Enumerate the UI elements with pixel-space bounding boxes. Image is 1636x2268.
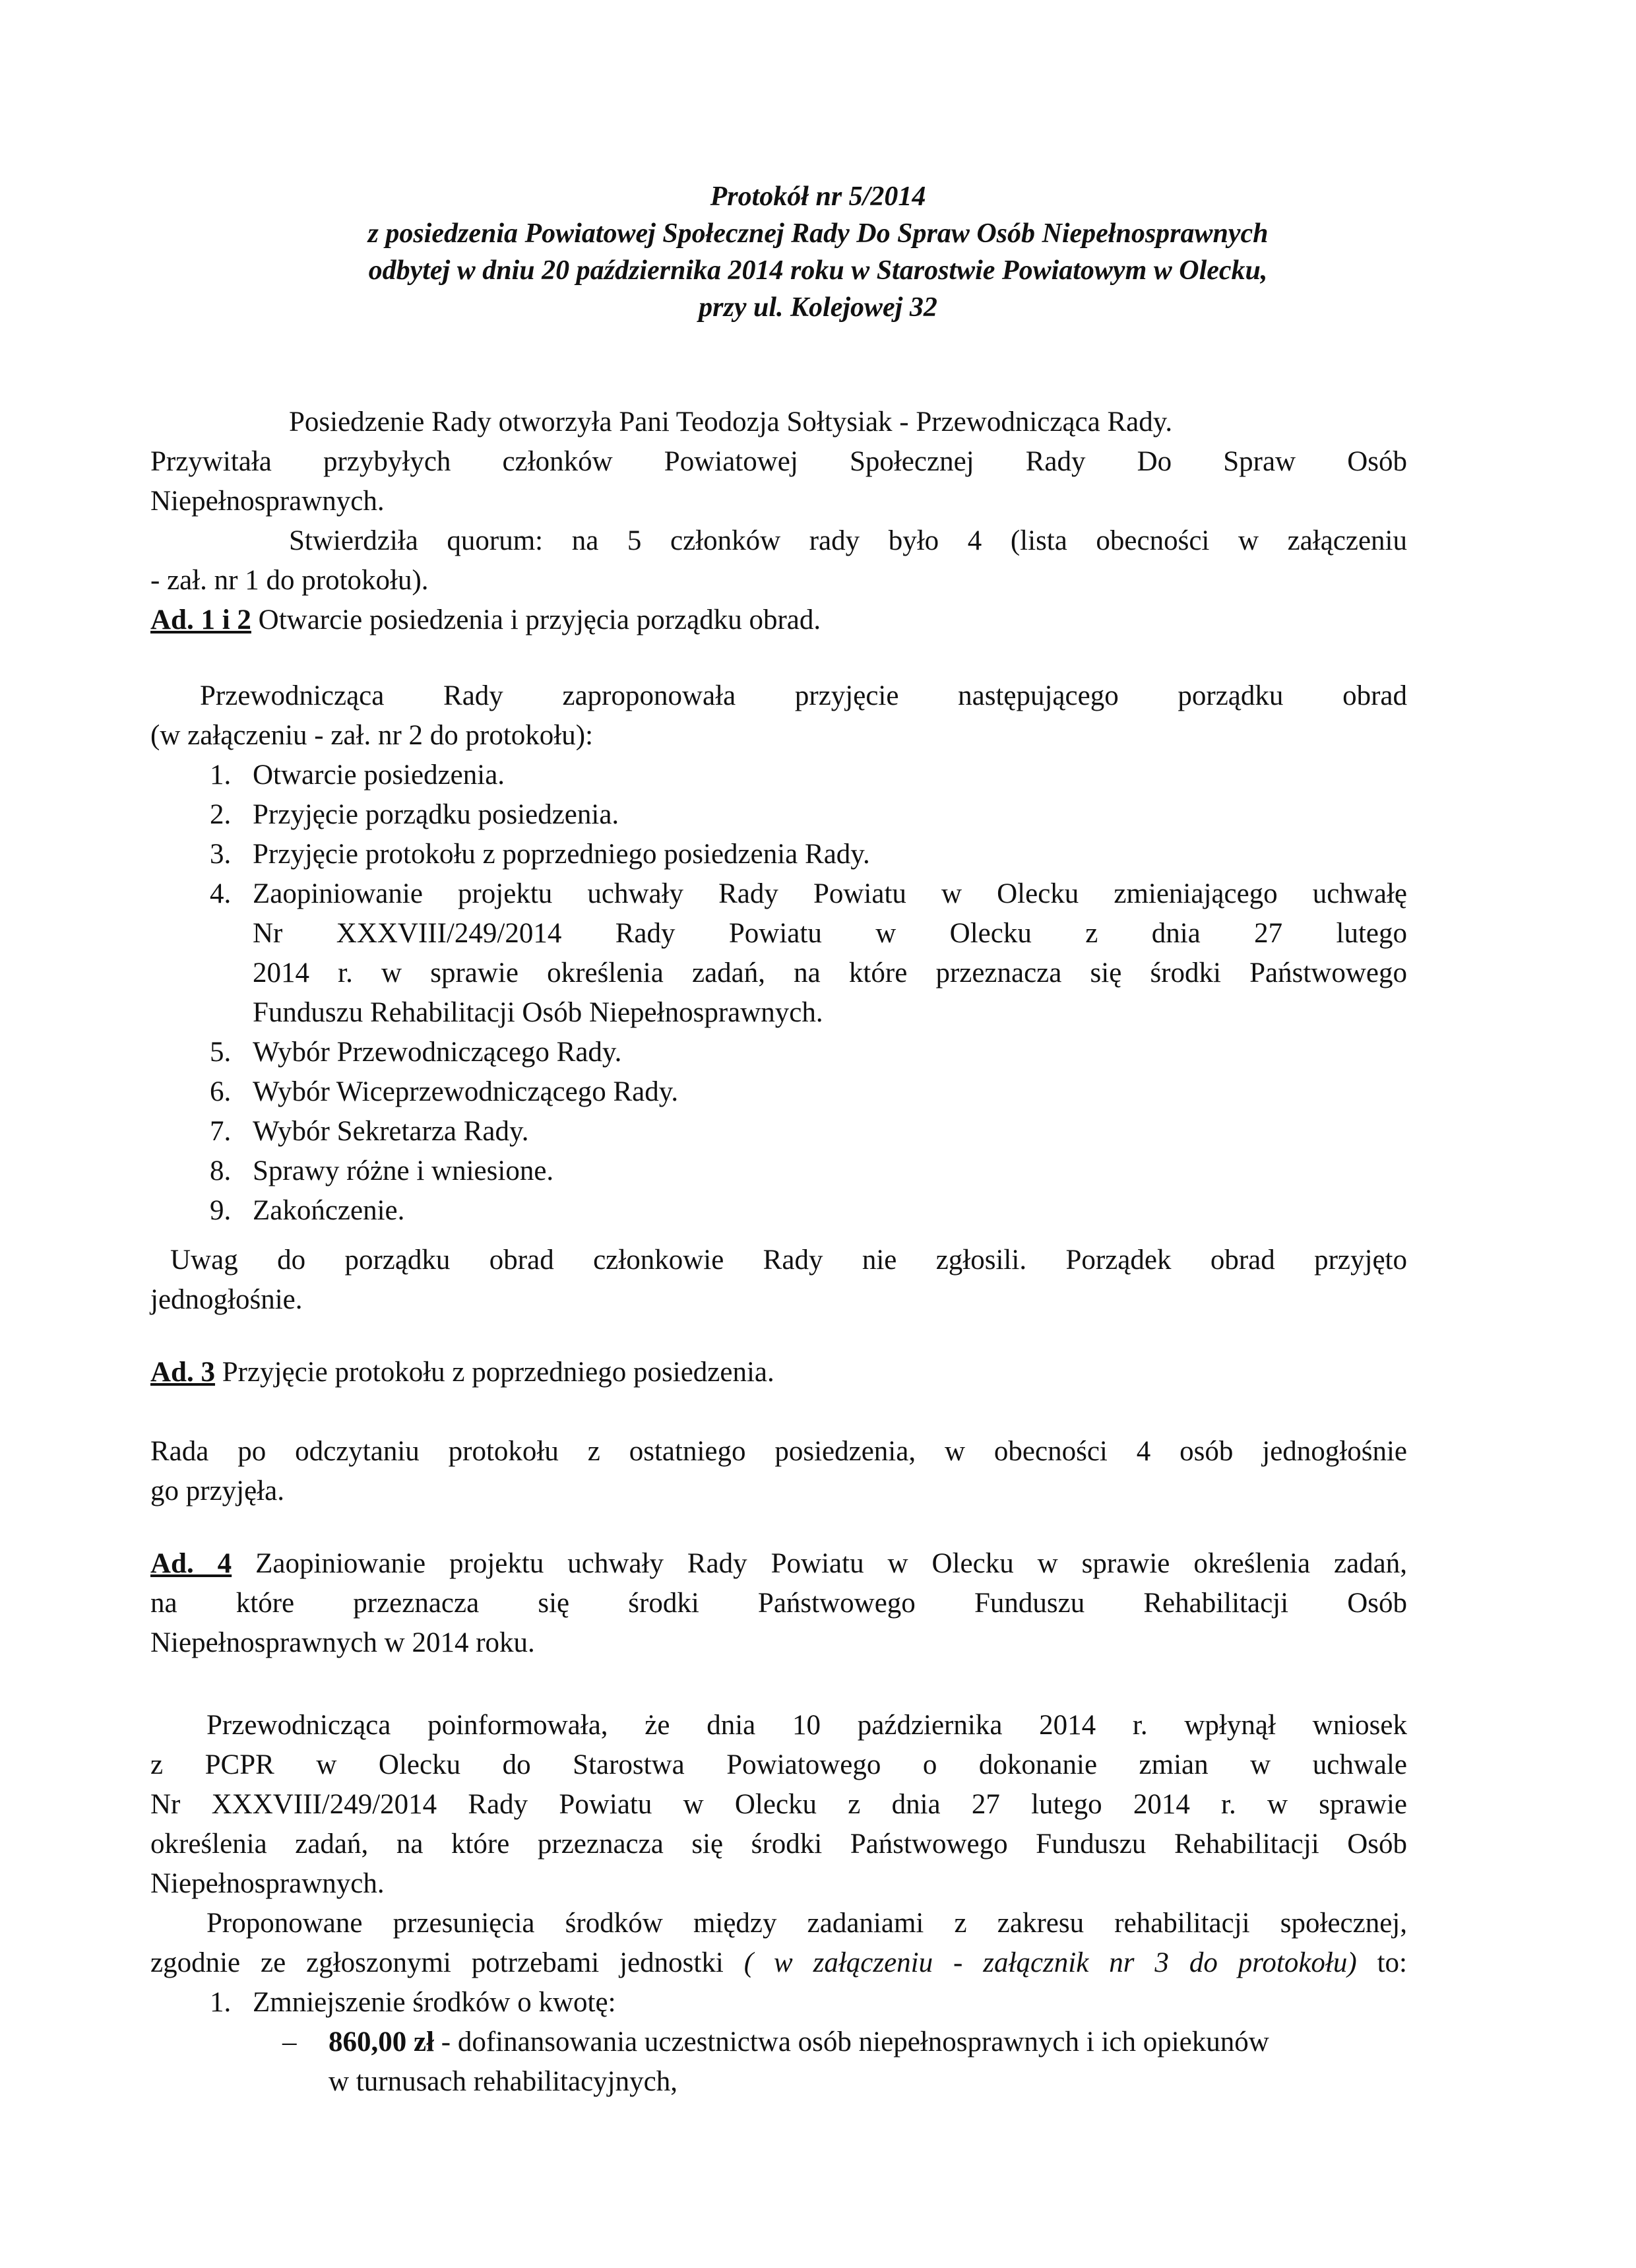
agenda-item-text: Przyjęcie porządku posiedzenia. <box>253 799 619 830</box>
agenda-item-number: 2. <box>210 799 232 830</box>
agenda-item-text: Otwarcie posiedzenia. <box>253 760 505 791</box>
agenda-item <box>150 1033 1407 1072</box>
agenda-item <box>150 756 1407 795</box>
agenda-item-text: Wybór Sekretarza Rady. <box>253 1116 529 1147</box>
reduction-purpose-cont: w turnusach rehabilitacyjnych, <box>329 2066 677 2097</box>
info-line-2: z PCPR w Olecku do Starostwa Powiatowego o dokonanie zmian w uchwale <box>150 1749 1407 1780</box>
ad4-title: Zaopiniowanie projektu uchwały Rady Powiatu w Olecku w sprawie określenia zadań, <box>232 1548 1408 1579</box>
remarks-line-1: Uwag do porządku obrad członkowie Rady nie zgłosili. Porządek obrad przyjęto <box>170 1245 1407 1276</box>
shifts-line-2 <box>150 1943 1407 1983</box>
opening-section <box>150 403 1407 640</box>
proposal-line-1: Przewodnicząca Rady zaproponowała przyjęcie następującego porządku obrad <box>200 680 1407 711</box>
ad3-section <box>150 1353 1407 1392</box>
agenda-item-number: 7. <box>210 1116 232 1147</box>
agenda-item-number: 4. <box>210 878 232 909</box>
protocol-title: Protokół nr 5/2014 <box>710 181 926 212</box>
agenda-item-text: Sprawy różne i wniesione. <box>253 1155 554 1186</box>
protocol-subtitle-1: z posiedzenia Powiatowej Społecznej Rady Do Spraw Osób Niepełnosprawnych <box>367 218 1269 249</box>
protocol-subtitle-2: odbytej w dniu 20 października 2014 roku w Starostwie Powiatowym w Olecku, <box>368 255 1268 286</box>
agenda-item-text: Przyjęcie protokołu z poprzedniego posiedzenia Rady. <box>253 839 870 870</box>
agenda-item-number: 9. <box>210 1195 232 1226</box>
shifts-attachment-note: ( w załączeniu - załącznik nr 3 do protokołu) <box>743 1947 1357 1978</box>
agenda-section <box>150 676 1407 1231</box>
reduction-amount-line <box>150 2023 1407 2062</box>
ad3-text-line-2: go przyjęła. <box>150 1475 284 1507</box>
shifts-line-1: Proponowane przesunięcia środków między zadaniami z zakresu rehabilitacji społecznej, <box>206 1908 1407 1939</box>
ad3-text-line-1: Rada po odczytaniu protokołu z ostatniego posiedzenia, w obecności 4 osób jednogłośnie <box>150 1436 1407 1467</box>
agenda-item-text: Funduszu Rehabilitacji Osób Niepełnosprawnych. <box>253 997 823 1028</box>
opening-line-3: Niepełnosprawnych. <box>150 486 385 517</box>
agenda-item-text: Nr XXXVIII/249/2014 Rady Powiatu w Olecku z dnia 27 lutego <box>253 918 1407 949</box>
agenda-item-text: 2014 r. w sprawie określenia zadań, na które przeznacza się środki Państwowego <box>253 957 1407 988</box>
agenda-item-number: 3. <box>210 839 232 870</box>
info-line-3: Nr XXXVIII/249/2014 Rady Powiatu w Olecku z dnia 27 lutego 2014 r. w sprawie <box>150 1789 1407 1820</box>
agenda-list <box>150 756 1407 1231</box>
dash-bullet: – <box>282 2026 297 2057</box>
agenda-item <box>150 795 1407 835</box>
reduction-amount: 860,00 zł <box>329 2026 435 2057</box>
agenda-item <box>150 1072 1407 1112</box>
protocol-subtitle-3: przy ul. Kolejowej 32 <box>699 292 937 323</box>
agenda-item-text: Wybór Wiceprzewodniczącego Rady. <box>253 1076 679 1107</box>
info-section <box>150 1706 1407 2102</box>
ad4-line-2: na które przeznacza się środki Państwowego Funduszu Rehabilitacji Osób <box>150 1588 1407 1619</box>
reduction-item <box>150 1983 1407 2023</box>
remarks-line-2: jednogłośnie. <box>150 1284 303 1315</box>
ad12-heading <box>150 600 1407 640</box>
agenda-item <box>150 1191 1407 1231</box>
agenda-item <box>150 1112 1407 1151</box>
agenda-item-number: 5. <box>210 1037 232 1068</box>
document-header <box>0 178 1636 326</box>
shifts-end: to: <box>1356 1947 1408 1978</box>
opening-line-1: Posiedzenie Rady otworzyła Pani Teodozja Sołtysiak - Przewodnicząca Rady. <box>289 406 1173 437</box>
opening-line-2: Przywitała przybyłych członków Powiatowej Społecznej Rady Do Spraw Osób <box>150 446 1407 477</box>
agenda-item-text: Zaopiniowanie projektu uchwały Rady Powiatu w Olecku zmieniającego uchwałę <box>253 878 1407 909</box>
info-line-5: Niepełnosprawnych. <box>150 1868 385 1899</box>
agenda-item <box>150 835 1407 874</box>
ad3-heading <box>150 1353 1407 1392</box>
quorum-line-2: - zał. nr 1 do protokołu). <box>150 565 429 596</box>
agenda-item-number: 1. <box>210 760 232 791</box>
reduction-list <box>150 1983 1407 2023</box>
ad4-line-3: Niepełnosprawnych w 2014 roku. <box>150 1627 535 1658</box>
reduction-number: 1. <box>210 1987 232 2018</box>
ad4-label: Ad. 4 <box>150 1548 232 1579</box>
agenda-item <box>150 874 1407 1033</box>
ad4-section <box>150 1544 1407 1663</box>
info-line-1: Przewodnicząca poinformowała, że dnia 10 października 2014 r. wpłynął wniosek <box>206 1710 1407 1741</box>
agenda-item-text: Wybór Przewodniczącego Rady. <box>253 1037 622 1068</box>
shifts-text: zgodnie ze zgłoszonymi potrzebami jednostki <box>150 1947 744 1978</box>
quorum-line: Stwierdziła quorum: na 5 członków rady było 4 (lista obecności w załączeniu <box>289 525 1407 556</box>
remarks-section <box>150 1241 1407 1320</box>
agenda-item <box>150 1151 1407 1191</box>
ad3-text-section <box>150 1432 1407 1511</box>
ad4-heading <box>150 1544 1407 1584</box>
agenda-item-text: Zakończenie. <box>253 1195 405 1226</box>
agenda-item-number: 8. <box>210 1155 232 1186</box>
ad3-label: Ad. 3 <box>150 1357 215 1388</box>
ad12-title: Otwarcie posiedzenia i przyjęcia porządku obrad. <box>251 604 821 635</box>
info-line-4: określenia zadań, na które przeznacza się środki Państwowego Funduszu Rehabilitacji Osób <box>150 1829 1407 1860</box>
reduction-text: Zmniejszenie środków o kwotę: <box>253 1987 616 2018</box>
proposal-line-2: (w załączeniu - zał. nr 2 do protokołu): <box>150 720 594 751</box>
reduction-purpose: - dofinansowania uczestnictwa osób niepełnosprawnych i ich opiekunów <box>434 2026 1269 2057</box>
ad12-label: Ad. 1 i 2 <box>150 604 251 635</box>
ad3-title: Przyjęcie protokołu z poprzedniego posiedzenia. <box>214 1357 774 1388</box>
agenda-item-number: 6. <box>210 1076 232 1107</box>
